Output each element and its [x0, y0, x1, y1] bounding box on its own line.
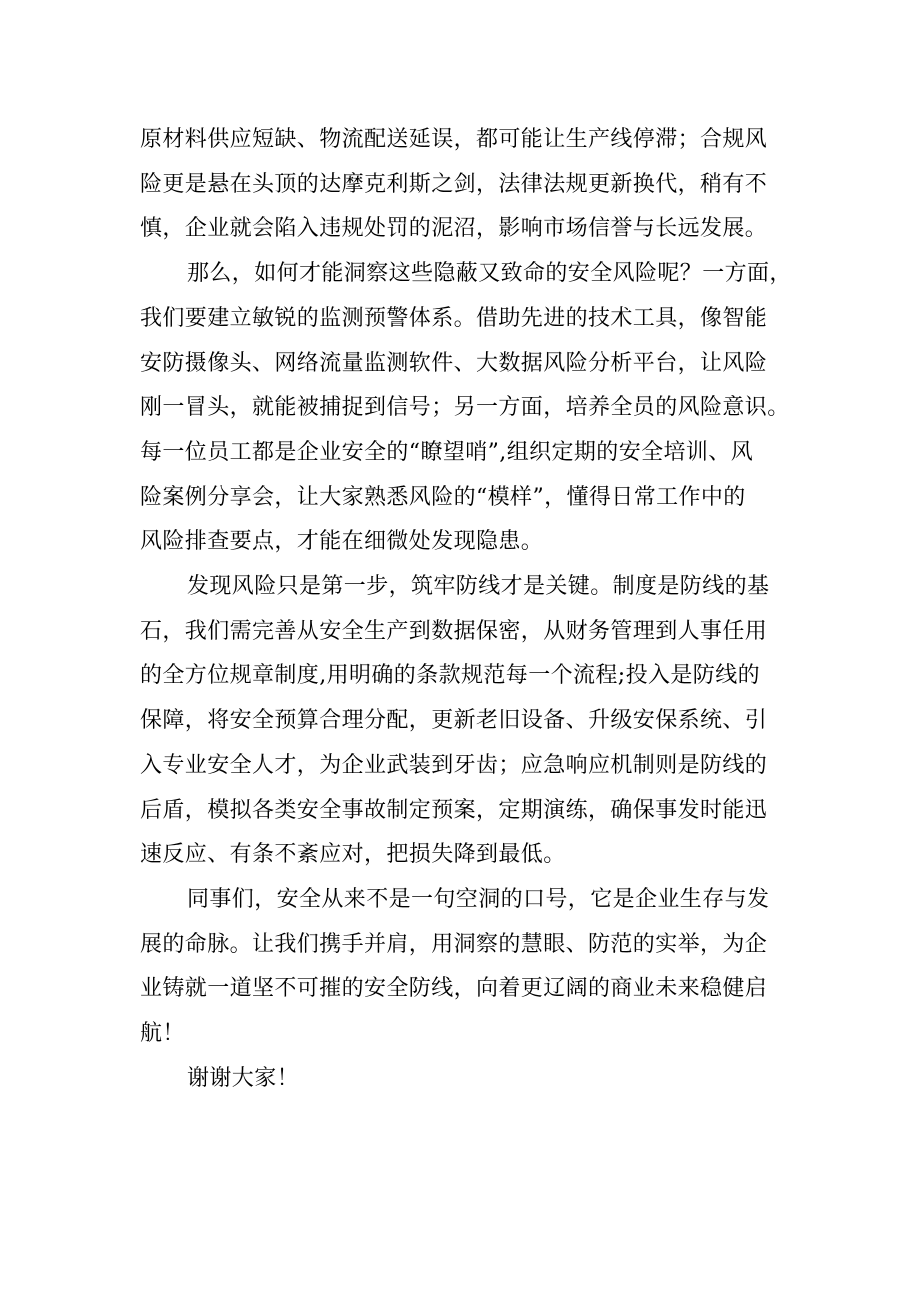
- paragraph-supply-compliance-risk: [140, 118, 800, 252]
- text-line: 慎，企业就会陷入违规处罚的泥沼，影响市场信誉与长远发展。: [140, 216, 768, 242]
- text-line: 原材料供应短缺、物流配送延误，都可能让生产线停滞；合规风: [140, 127, 768, 152]
- text-line: 的全方位规章制度,用明确的条款规范每一个流程;投入是防线的: [140, 663, 761, 689]
- paragraph-risk-detection: [140, 252, 800, 565]
- text-line: 每一位员工都是企业安全的“瞭望哨”,组织定期的安全培训、风: [140, 439, 754, 465]
- text-line: 保障，将安全预算合理分配，更新老旧设备、升级安保系统、引: [140, 708, 768, 734]
- text-line: 险更是悬在头顶的达摩克利斯之剑，法律法规更新换代，稍有不: [140, 171, 768, 197]
- text-line: 谢谢大家！: [187, 1065, 300, 1091]
- text-line: 险案例分享会，让大家熟悉风险的“模样”，懂得日常工作中的: [140, 484, 746, 510]
- text-line: 航！: [140, 1021, 185, 1047]
- text-line: 后盾，模拟各类安全事故制定预案，定期演练，确保事发时能迅: [140, 797, 768, 823]
- text-line: 展的命脉。让我们携手并肩，用洞察的慧眼、防范的实举，为企: [140, 931, 768, 957]
- text-line: 我们要建立敏锐的监测预警体系。借助先进的技术工具，像智能: [140, 305, 768, 331]
- document-body: [140, 118, 800, 1101]
- text-line: 石，我们需完善从安全生产到数据保密，从财务管理到人事任用: [140, 618, 768, 644]
- text-line: 入专业安全人才，为企业武装到牙齿；应急响应机制则是防线的: [140, 752, 768, 778]
- text-line: 发现风险只是第一步，筑牢防线才是关键。制度是防线的基: [187, 574, 770, 600]
- paragraph-closing-call: [140, 878, 800, 1057]
- text-line: 风险排查要点，才能在细微处发现隐患。: [140, 529, 544, 555]
- text-line: 安防摄像头、网络流量监测软件、大数据风险分析平台，让风险: [140, 350, 768, 376]
- text-line: 那么，如何才能洞察这些隐蔽又致命的安全风险呢？一方面，: [187, 261, 792, 287]
- paragraph-thanks: [140, 1057, 800, 1102]
- text-line: 业铸就一道坚不可摧的安全防线，向着更辽阔的商业未来稳健启: [140, 976, 768, 1002]
- paragraph-defense-line: [140, 565, 800, 878]
- text-line: 刚一冒头，就能被捕捉到信号；另一方面，培养全员的风险意识。: [140, 395, 790, 421]
- text-line: 速反应、有条不紊应对，把损失降到最低。: [140, 842, 566, 868]
- text-line: 同事们，安全从来不是一句空洞的口号，它是企业生存与发: [187, 886, 770, 912]
